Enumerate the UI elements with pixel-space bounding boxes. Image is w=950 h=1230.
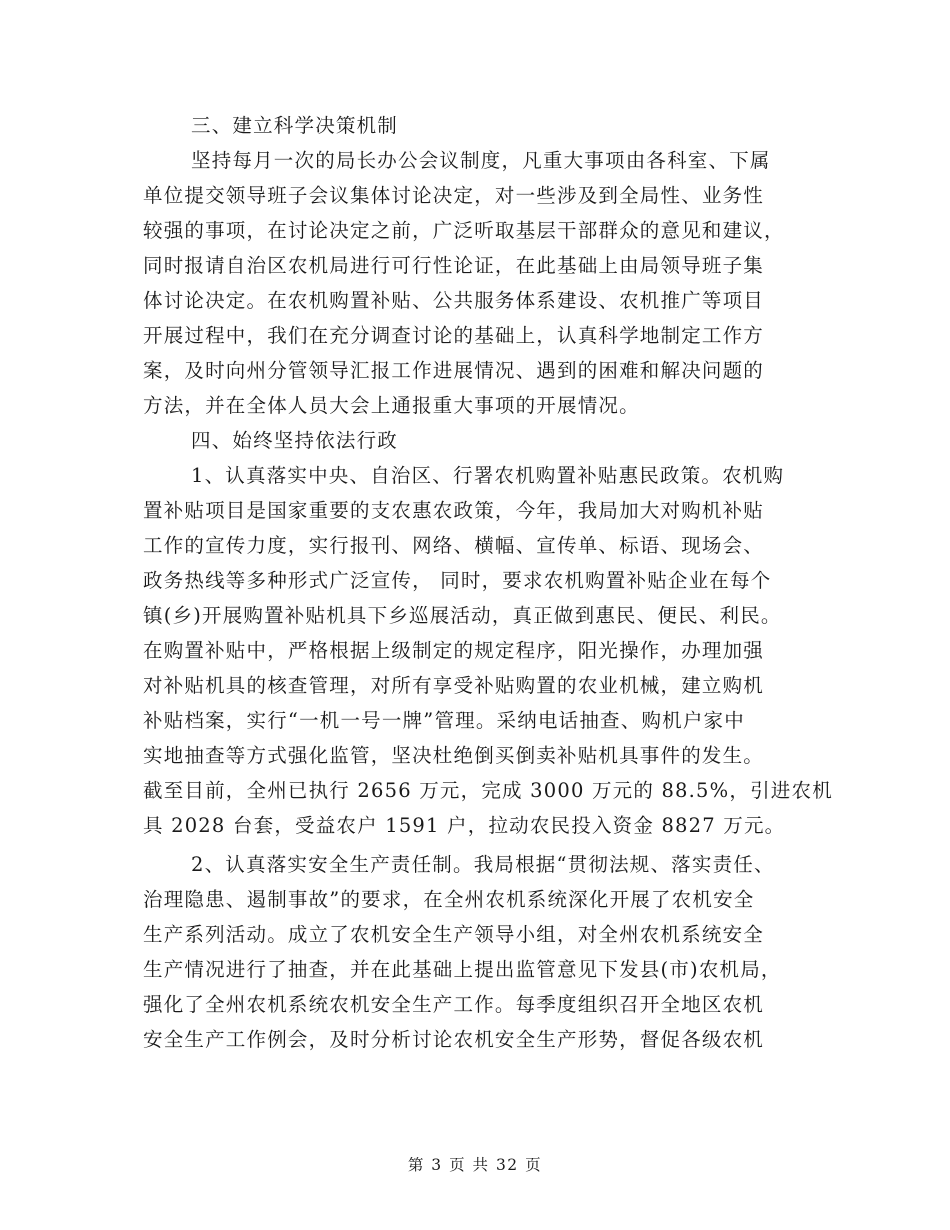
paragraph-line: 镇(乡)开展购置补贴机具下乡巡展活动，真正做到惠民、便民、利民。 bbox=[143, 604, 782, 627]
paragraph-line: 对补贴机具的核查管理，对所有享受补贴购置的农业机械，建立购机 bbox=[143, 674, 765, 697]
paragraph-line: 1、认真落实中央、自治区、行署农机购置补贴惠民政策。农机购 bbox=[191, 464, 785, 487]
paragraph-line: 工作的宣传力度，实行报刊、网络、横幅、宣传单、标语、现场会、 bbox=[143, 534, 765, 557]
paragraph-line: 2、认真落实安全生产责任制。我局根据“贯彻法规、落实责任、 bbox=[191, 853, 775, 876]
paragraph-line: 较强的事项，在讨论决定之前，广泛听取基层干部群众的意见和建议， bbox=[143, 219, 785, 242]
paragraph-line: 同时报请自治区农机局进行可行性论证，在此基础上由局领导班子集 bbox=[143, 254, 765, 277]
paragraph-line: 安全生产工作例会，及时分析讨论农机安全生产形势，督促各级农机 bbox=[143, 1028, 765, 1051]
paragraph-line: 强化了全州农机系统农机安全生产工作。每季度组织召开全地区农机 bbox=[143, 993, 765, 1016]
paragraph-line: 生产情况进行了抽查，并在此基础上提出监管意见下发县(市)农机局， bbox=[143, 958, 782, 981]
paragraph-line: 置补贴项目是国家重要的支农惠农政策，今年，我局加大对购机补贴 bbox=[143, 499, 765, 522]
paragraph-line: 开展过程中，我们在充分调查讨论的基础上，认真科学地制定工作方 bbox=[143, 324, 765, 347]
paragraph-line: 案，及时向州分管领导汇报工作进展情况、遇到的困难和解决问题的 bbox=[143, 359, 765, 382]
paragraph-line: 生产系列活动。成立了农机安全生产领导小组，对全州农机系统安全 bbox=[143, 923, 765, 946]
paragraph-line: 实地抽查等方式强化监管，坚决杜绝倒买倒卖补贴机具事件的发生。 bbox=[143, 744, 765, 767]
paragraph-line: 在购置补贴中，严格根据上级制定的规定程序，阳光操作，办理加强 bbox=[143, 639, 765, 662]
paragraph-line: 单位提交领导班子会议集体讨论决定，对一些涉及到全局性、业务性 bbox=[143, 184, 765, 207]
paragraph-line: 坚持每月一次的局长办公会议制度，凡重大事项由各科室、下属 bbox=[191, 149, 771, 172]
paragraph-line: 方法，并在全体人员大会上通报重大事项的开展情况。 bbox=[143, 394, 640, 417]
paragraph-line: 体讨论决定。在农机购置补贴、公共服务体系建设、农机推广等项目 bbox=[143, 289, 765, 312]
page-number-footer: 第 3 页 共 32 页 bbox=[407, 1156, 543, 1174]
paragraph-line: 治理隐患、遏制事故”的要求，在全州农机系统深化开展了农机安全 bbox=[143, 888, 755, 911]
section-heading-3: 三、建立科学决策机制 bbox=[191, 114, 399, 137]
paragraph-line: 截至目前，全州已执行 2656 万元，完成 3000 万元的 88.5%，引进农机 bbox=[143, 779, 833, 802]
section-heading-4: 四、始终坚持依法行政 bbox=[191, 429, 399, 452]
paragraph-line: 具 2028 台套，受益农户 1591 户，拉动农民投入资金 8827 万元。 bbox=[143, 814, 786, 837]
document-body bbox=[143, 108, 833, 1057]
paragraph-line: 补贴档案，实行“一机一号一牌”管理。采纳电话抽查、购机户家中 bbox=[143, 709, 745, 732]
paragraph-line: 政务热线等多种形式广泛宣传， 同时，要求农机购置补贴企业在每个 bbox=[143, 569, 772, 592]
